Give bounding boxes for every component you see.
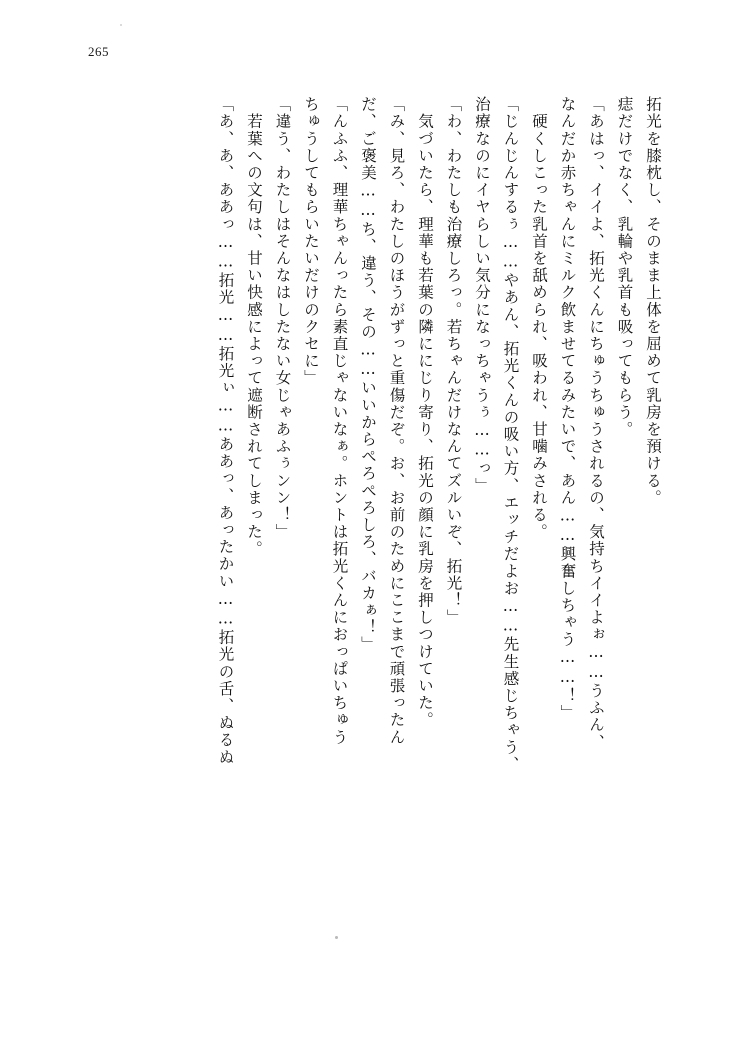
text-line: 治療なのにイヤらしい気分になっちゃうぅ……っ」 [473,96,491,495]
text-line: 若葉への文句は、甘い快感によって遮断されてしまった。 [245,96,263,558]
text-line: ちゅうしてもらいたいだけのクセに」 [302,96,320,387]
text-line: だ、ご褒美……ち、違う、その……いいからぺろぺろしろ、バカぁ！」 [359,96,377,654]
vertical-text-body [76,96,660,976]
scan-speckle [335,936,338,939]
text-line: 硬くしこった乳首を舐められ、吸われ、甘噛みされる。 [530,96,548,541]
text-line: 「わ、わたしも治療しろっ。若ちゃんだけなんてズルいぞ、拓光！」 [444,96,463,627]
text-line: 「じんじんするぅ……やあん、拓光くんの吸い方、エッチだよお……先生感じちゃう、 [501,96,520,773]
text-line: 「あ、あ、ああっ……拓光……拓光ぃ……ああっ、あったかい……拓光の舌、ぬるぬ [216,96,235,766]
text-line: 「あはっ、イイよ、拓光くんにちゅうちゅうされるの、気持ちイイよぉ……うふん、 [587,96,605,751]
text-line: 「違う、わたしはそんなはしたない女じゃあふぅンン！」 [273,96,292,541]
page-number: 265 [88,44,109,59]
text-line: 「んふふ、理華ちゃんったら素直じゃないなぁ。ホントは拓光くんにおっぱいちゅう [330,96,349,746]
text-line: 気づいたら、理華も若葉の隣ににじり寄り、拓光の顔に乳房を押しつけていた。 [416,96,434,729]
text-line: 痣だけでなく、乳輪や乳首も吸ってもらう。 [615,96,634,438]
scan-speckle [120,24,122,26]
text-line: 拓光を膝枕し、そのまま上体を屈めて乳房を預ける。 [644,96,662,507]
text-line: 「み、見ろ、わたしのほうがずっと重傷だぞ。お、お前のためにここまで頑張ったん [387,96,406,746]
text-line: なんだか赤ちゃんにミルク飲ませてるみたいで、あん……興奮しちゃう……！」 [558,96,577,722]
